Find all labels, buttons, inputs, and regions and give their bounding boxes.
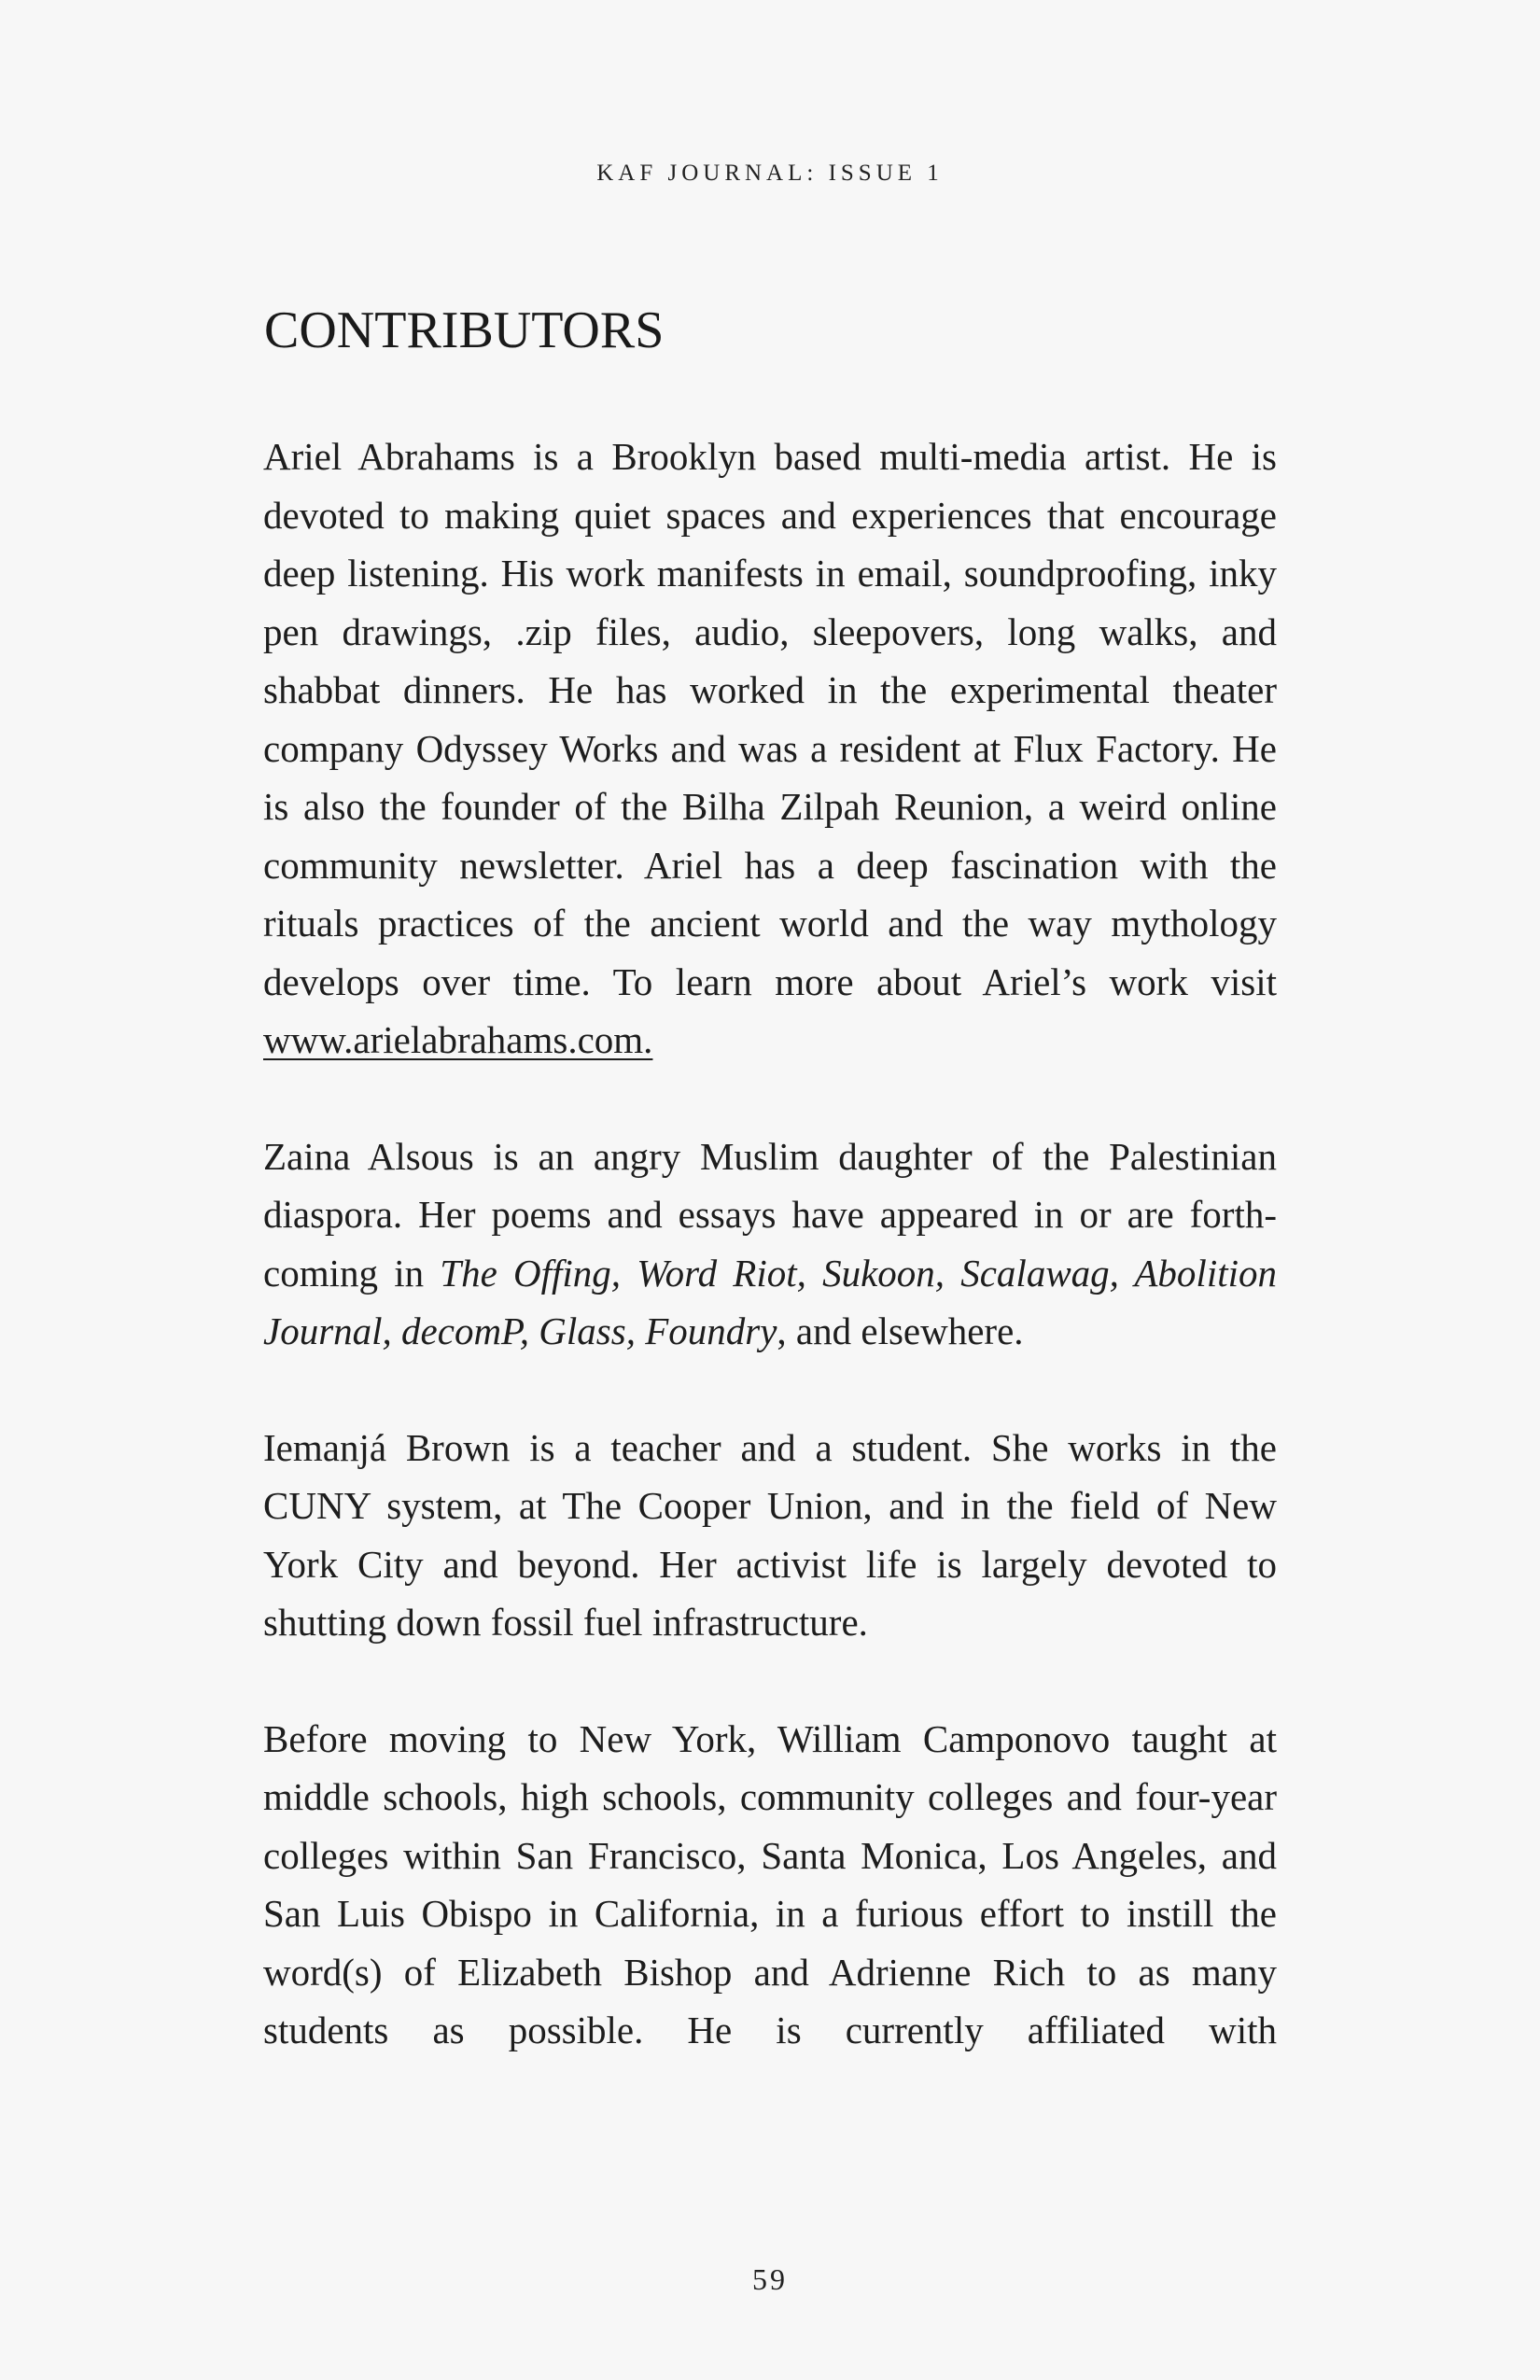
bio-text: Zaina Alsous is an angry Muslim daughter of the Palestinian diaspora. Her poems and essays have appeared in or are forthcoming in <box>263 1134 1277 1295</box>
bio-text: Iemanjá Brown is a teacher and a student. She works in the CUNY system, at The Cooper Union, and in the field of New York City and beyond. Her activist life is largely devoted to shutting down fossil fuel infrastructure. <box>263 1425 1277 1644</box>
contributor-bio-ariel-abrahams <box>263 427 1277 1070</box>
running-head: KAF JOURNAL: ISSUE 1 <box>596 161 944 186</box>
bio-text-end: , and elsewhere. <box>777 1309 1024 1352</box>
bio-text: Before moving to New York, William Camponovo taught at middle schools, high schools, community colleges and four-year colleges within San Francisco, Santa Monica, Los Angeles, and San Luis Obispo in California, in a furious effort to instill the word(s) of Elizabeth Bishop and Adrienne Rich to as many students as possible. He is currently affiliated with <box>263 1716 1277 2051</box>
publication-list: The Offing, Word Riot, Sukoon, Scalawag, Abolition Journal, decomP, Glass, Foundry <box>263 1251 1277 1352</box>
contributor-bio-iemanja-brown <box>263 1419 1277 1652</box>
bio-text: Ariel Abrahams is a Brooklyn based multi-media artist. He is devoted to making quiet spaces and experiences that encourage deep listening. His work manifests in email, soundproofing, inky pen drawings, .zip files, audio, sleepovers, long walks, and shabbat dinners. He has worked in the experimental theater company Odyssey Works and was a resident at Flux Factory. He is also the founder of the Bilha Zilpah Reunion, a weird online community newsletter. Ariel has a deep fascination with the rituals practices of the ancient world and the way mythology develops over time. To learn more about Ariel’s work visit <box>263 435 1277 1003</box>
contributor-bio-zaina-alsous <box>263 1127 1277 1361</box>
contributor-bio-william-camponovo <box>263 1710 1277 2060</box>
section-title: CONTRIBUTORS <box>264 301 665 359</box>
page-number: 59 <box>752 2262 788 2296</box>
contributors-list <box>263 427 1277 2118</box>
website-link[interactable]: www.arielabrahams.com. <box>263 1018 653 1061</box>
